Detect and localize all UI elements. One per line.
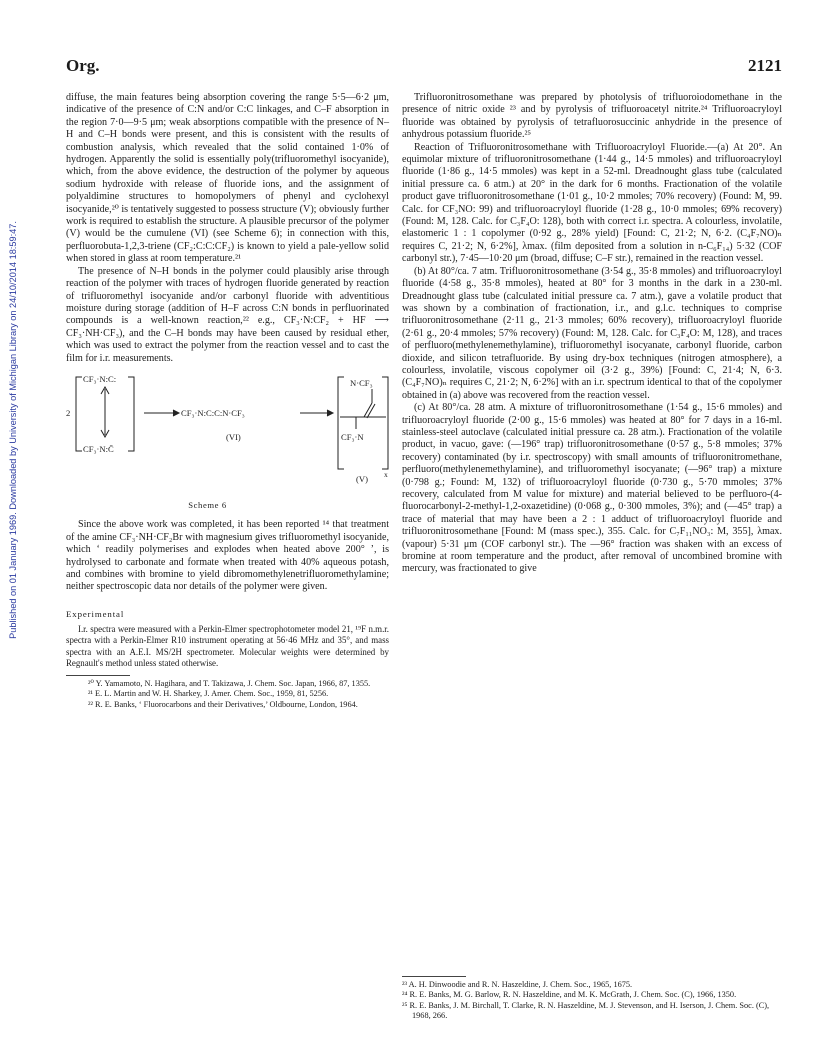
body-paragraph: The presence of N–H bonds in the polymer could plausibly arise through reaction of the polymer with traces of hydrogen fluoride generated by reaction of trifluoromethyl isocyanide and/or carbonyl fluoride with adventitious moisture during storage (addition of H–F across C:N bonds in perfluorinated compounds is a well-known reaction,²² e.g., CF₃·N:CF₂ + HF ⟶ CF₃·NH·CF₃), and the C–H bonds may have been caused by residual ether, which was used to extract the polymer from the reaction vessel and to cast the film for i.r. measurements. bbox=[66, 265, 389, 364]
body-paragraph: Reaction of Trifluoronitrosomethane with Trifluoroacryloyl Fluoride.—(a) At 20°. An equimolar mixture of trifluoronitrosomethane (1·44 g., 14·5 mmoles) and trifluoroacryloyl fluoride (1·86 g., 14·5 mmoles) was kept in a 52-ml. Dreadnought glass tube (calculated initial pressure ca. 6 atm.) at 20° in the dark for 6 months. Fractionation of the volatile product gave trifluoronitrosomethane (1·01 g., 10·2 mmoles; 70% recovery) (Found: M, 99. Calc. for CF₃NO: 99) and trifluoroacryloyl fluoride (1·28 g., 10·0 mmoles; 69% recovery) (Found: M, 128. Calc. for C₃F₄O: 128), both with correct i.r. spectra. A colourless, involatile, elastomeric 1 : 1 copolymer (0·92 g., 28% yield) [Found: C, 21·2; N, 6·2. (C₄F₇NO)ₙ requires C, 21·2; N, 6·2%], λmax. (film deposited from a solution in n-C₆F₁₄) 5·32 (COF carbonyl str.), 7·45—10·20 μm (broad, diffuse; C–F str.), remained in the reaction vessel. bbox=[402, 141, 782, 265]
right-footnotes bbox=[402, 970, 782, 1022]
footnote: ²⁰ Y. Yamamoto, N. Hagihara, and T. Takizawa, J. Chem. Soc. Japan, 1966, 87, 1355. bbox=[88, 679, 371, 688]
experimental-text: I.r. spectra were measured with a Perkin-Elmer spectrophotometer model 21, ¹⁹F n.m.r. spectra with a Perkin-Elmer R10 instrument operating at 56·46 MHz and 35°, and mass spectra with an A.E.I. MS/2H spectrometer. Molecular weights were determined by Regnault's method unless stated otherwise. bbox=[66, 624, 389, 668]
running-header bbox=[66, 56, 782, 82]
footnote: ²¹ E. L. Martin and W. H. Sharkey, J. Amer. Chem. Soc., 1959, 81, 5256. bbox=[88, 689, 329, 699]
reaction-scheme bbox=[66, 373, 389, 491]
right-column bbox=[402, 92, 782, 576]
left-column bbox=[66, 92, 389, 710]
footnote: ²⁴ R. E. Banks, M. G. Barlow, R. N. Haszeldine, and M. K. McGrath, J. Chem. Soc. (C), 1966, 1350. bbox=[402, 990, 737, 1000]
polymer-side-group: N·CF₃ bbox=[350, 377, 373, 388]
experimental-heading: Experimental bbox=[66, 608, 125, 619]
page-number: 2121 bbox=[748, 56, 782, 75]
body-paragraph: diffuse, the main features being absorption covering the range 5·5—6·2 μm, indicative of the presence of C:N and/or C:C linkages, and C–F absorption in the region 7·0—9·5 μm; weak absorptions compatible with the presence of N–H and C–H bonds were present, and this is consistent with the results of combustion analysis, which revealed that the solid contained 1·0% of hydrogen. Apparently the solid is essentially poly(trifluoromethyl isocyanide), which, from the above evidence, the destruction of the polymer by aqueous sodium hydroxide with release of fluoride ions, and the assignment of polyaldimine structures to homopolymers of phenyl and cyclohexyl isocyanide,²⁰ is tentatively suggested to possess structure (V); obviously further work is required to establish the structure. A plausible precursor of the polymer (V) would be the cumulene (VI) (see Scheme 6); in connection with this, perfluorobuta-1,2,3-triene (CF₂:C:C:CF₂) is known to yield a pale-yellow solid when stored in glass at room temperature.²¹ bbox=[66, 92, 389, 265]
body-paragraph: (c) At 80°/ca. 28 atm. A mixture of trifluoronitrosomethane (1·54 g., 15·6 mmoles) and trifluoroacryloyl fluoride (2·00 g., 15·6 mmoles) was heated at 80° for 7 days in a 16-ml. stainless-steel autoclave (calculated initial pressure ca. 28 atm.). Fractionation of the volatile product, in vacuo, gave: (—196° trap) trifluoronitrosomethane (0·57 g., 5·8 mmoles; 37% recovery) contaminated (by i.r. spectroscopy) with small amounts of trifluoronitromethane, perfluoro(methylenemethylamine), and trifluoromethyl isocyanate; (—96° trap) a mixture (0·798 g.; Found: M, 132) of trifluoroacryloyl fluoride (0·730 g., 5·70 mmoles; 37% recovery, calculated from M value for mixture) and material believed to be perfluoro-(4-fluorocarbonyl-2-methyl-1,2-oxazetidine) (0·068 g., 0·300 mmoles, 3%); and (—45° trap) a trace of material that may have been a 2 : 1 adduct of trifluoroacryloyl fluoride and trifluoronitrosomethane [Found: M (mass spec.), 355. Calc. for C₇F₁₁NO₃: M, 355], λmax. (vapour) 5·31 μm (COF carbonyl str.). The —96° fraction was shaken with an excess of bromine at room temperature and the product, after removal of uncombined bromine with mercury, was fractionated to give bbox=[402, 402, 782, 575]
scheme-coefficient: 2 bbox=[66, 407, 71, 418]
cumulene-label: (VI) bbox=[226, 431, 241, 442]
cumulene-formula: CF₃·N:C:C:N·CF₃ bbox=[181, 407, 245, 418]
footnote: ²³ A. H. Dinwoodie and R. N. Haszeldine, J. Chem. Soc., 1965, 1675. bbox=[402, 980, 633, 989]
footnote: ²⁵ R. E. Banks, J. M. Birchall, T. Clarke, R. N. Haszeldine, M. J. Stevenson, and H. Iserson, J. Chem. Soc. (C), 1968, 266. bbox=[402, 1000, 770, 1021]
polymer-pendant-group: CF₃·N bbox=[341, 431, 364, 442]
body-paragraph: (b) At 80°/ca. 7 atm. Trifluoronitrosomethane (3·54 g., 35·8 mmoles) and trifluoroacryloyl fluoride (4·58 g., 35·8 mmoles), heated at 80° for 3 months in the dark in a 230-ml. Dreadnought glass tube (calculated initial pressure ca. 7 atm.), gave a volatile product that was shown by a combination of fractionation, i.r., and g.l.c. techniques to comprise trifluoronitrosomethane (2·11 g., 21·3 mmoles; 60% recovery), trifluoroacryloyl fluoride (2·61 g., 20·4 mmoles; 57% recovery) (Found: M, 128. Calc. for C₃F₄O: M, 128), and traces of perfluoro(methylenemethylamine), trifluoromethyl isocyanate, carbonyl fluoride, carbon dioxide, and silicon tetrafluoride. By using dry-box techniques (nitrogen atmosphere), a colourless, involatile, viscous copolymer oil (3·2 g., 39%) [Found: C, 21·4; N, 6·3. (C₄F₇NO)ₙ requires C, 21·2; N, 6·2%] with an i.r. spectrum identical to that of the copolymer obtained in (a) above was recovered from the reaction vessel. bbox=[402, 265, 782, 401]
scheme-caption: Scheme 6 bbox=[188, 499, 227, 510]
footnote-rule bbox=[66, 675, 130, 676]
download-watermark-text: Published on 01 January 1969. Downloaded by University of Michigan Library on 24/10/2014 18:59:47. bbox=[8, 221, 18, 639]
footnote: ²² R. E. Banks, ‘ Fluorocarbons and their Derivatives,’ Oldbourne, London, 1964. bbox=[88, 699, 358, 709]
polymer-repeat-subscript: x bbox=[384, 469, 388, 479]
footnote-rule bbox=[402, 976, 466, 977]
body-paragraph: Trifluoronitrosomethane was prepared by photolysis of trifluoroiodomethane in the presence of nitric oxide ²³ and by pyrolysis of trifluoroacetyl nitrite.²⁴ Trifluoroacryloyl fluoride was obtained by pyrolysis of tetrafluorosuccinic anhydride in the presence of anhydrous potassium fluoride.²⁵ bbox=[402, 92, 782, 141]
polymer-label: (V) bbox=[356, 473, 368, 484]
body-paragraph: Since the above work was completed, it has been reported ¹⁴ that treatment of the amine CF₃·NH·CF₂Br with magnesium gives trifluoromethyl isocyanide, which ‘ readily polymerises and explodes when heated above 200° ’, is hydrolysed to carbonate and formate when treated with 40% aqueous potash, and combines with bromine to yield dibromomethylenetrifluoromethylamine; neither spectroscopic data nor details of the polymer were given. bbox=[66, 519, 389, 593]
journal-section: Org. bbox=[66, 56, 100, 75]
download-watermark bbox=[6, 200, 20, 660]
isocyanide-carbene-formula: CF₃·N:C: bbox=[83, 373, 117, 384]
isocyanide-ylide-formula: CF₃·N:C̄ bbox=[83, 443, 114, 454]
